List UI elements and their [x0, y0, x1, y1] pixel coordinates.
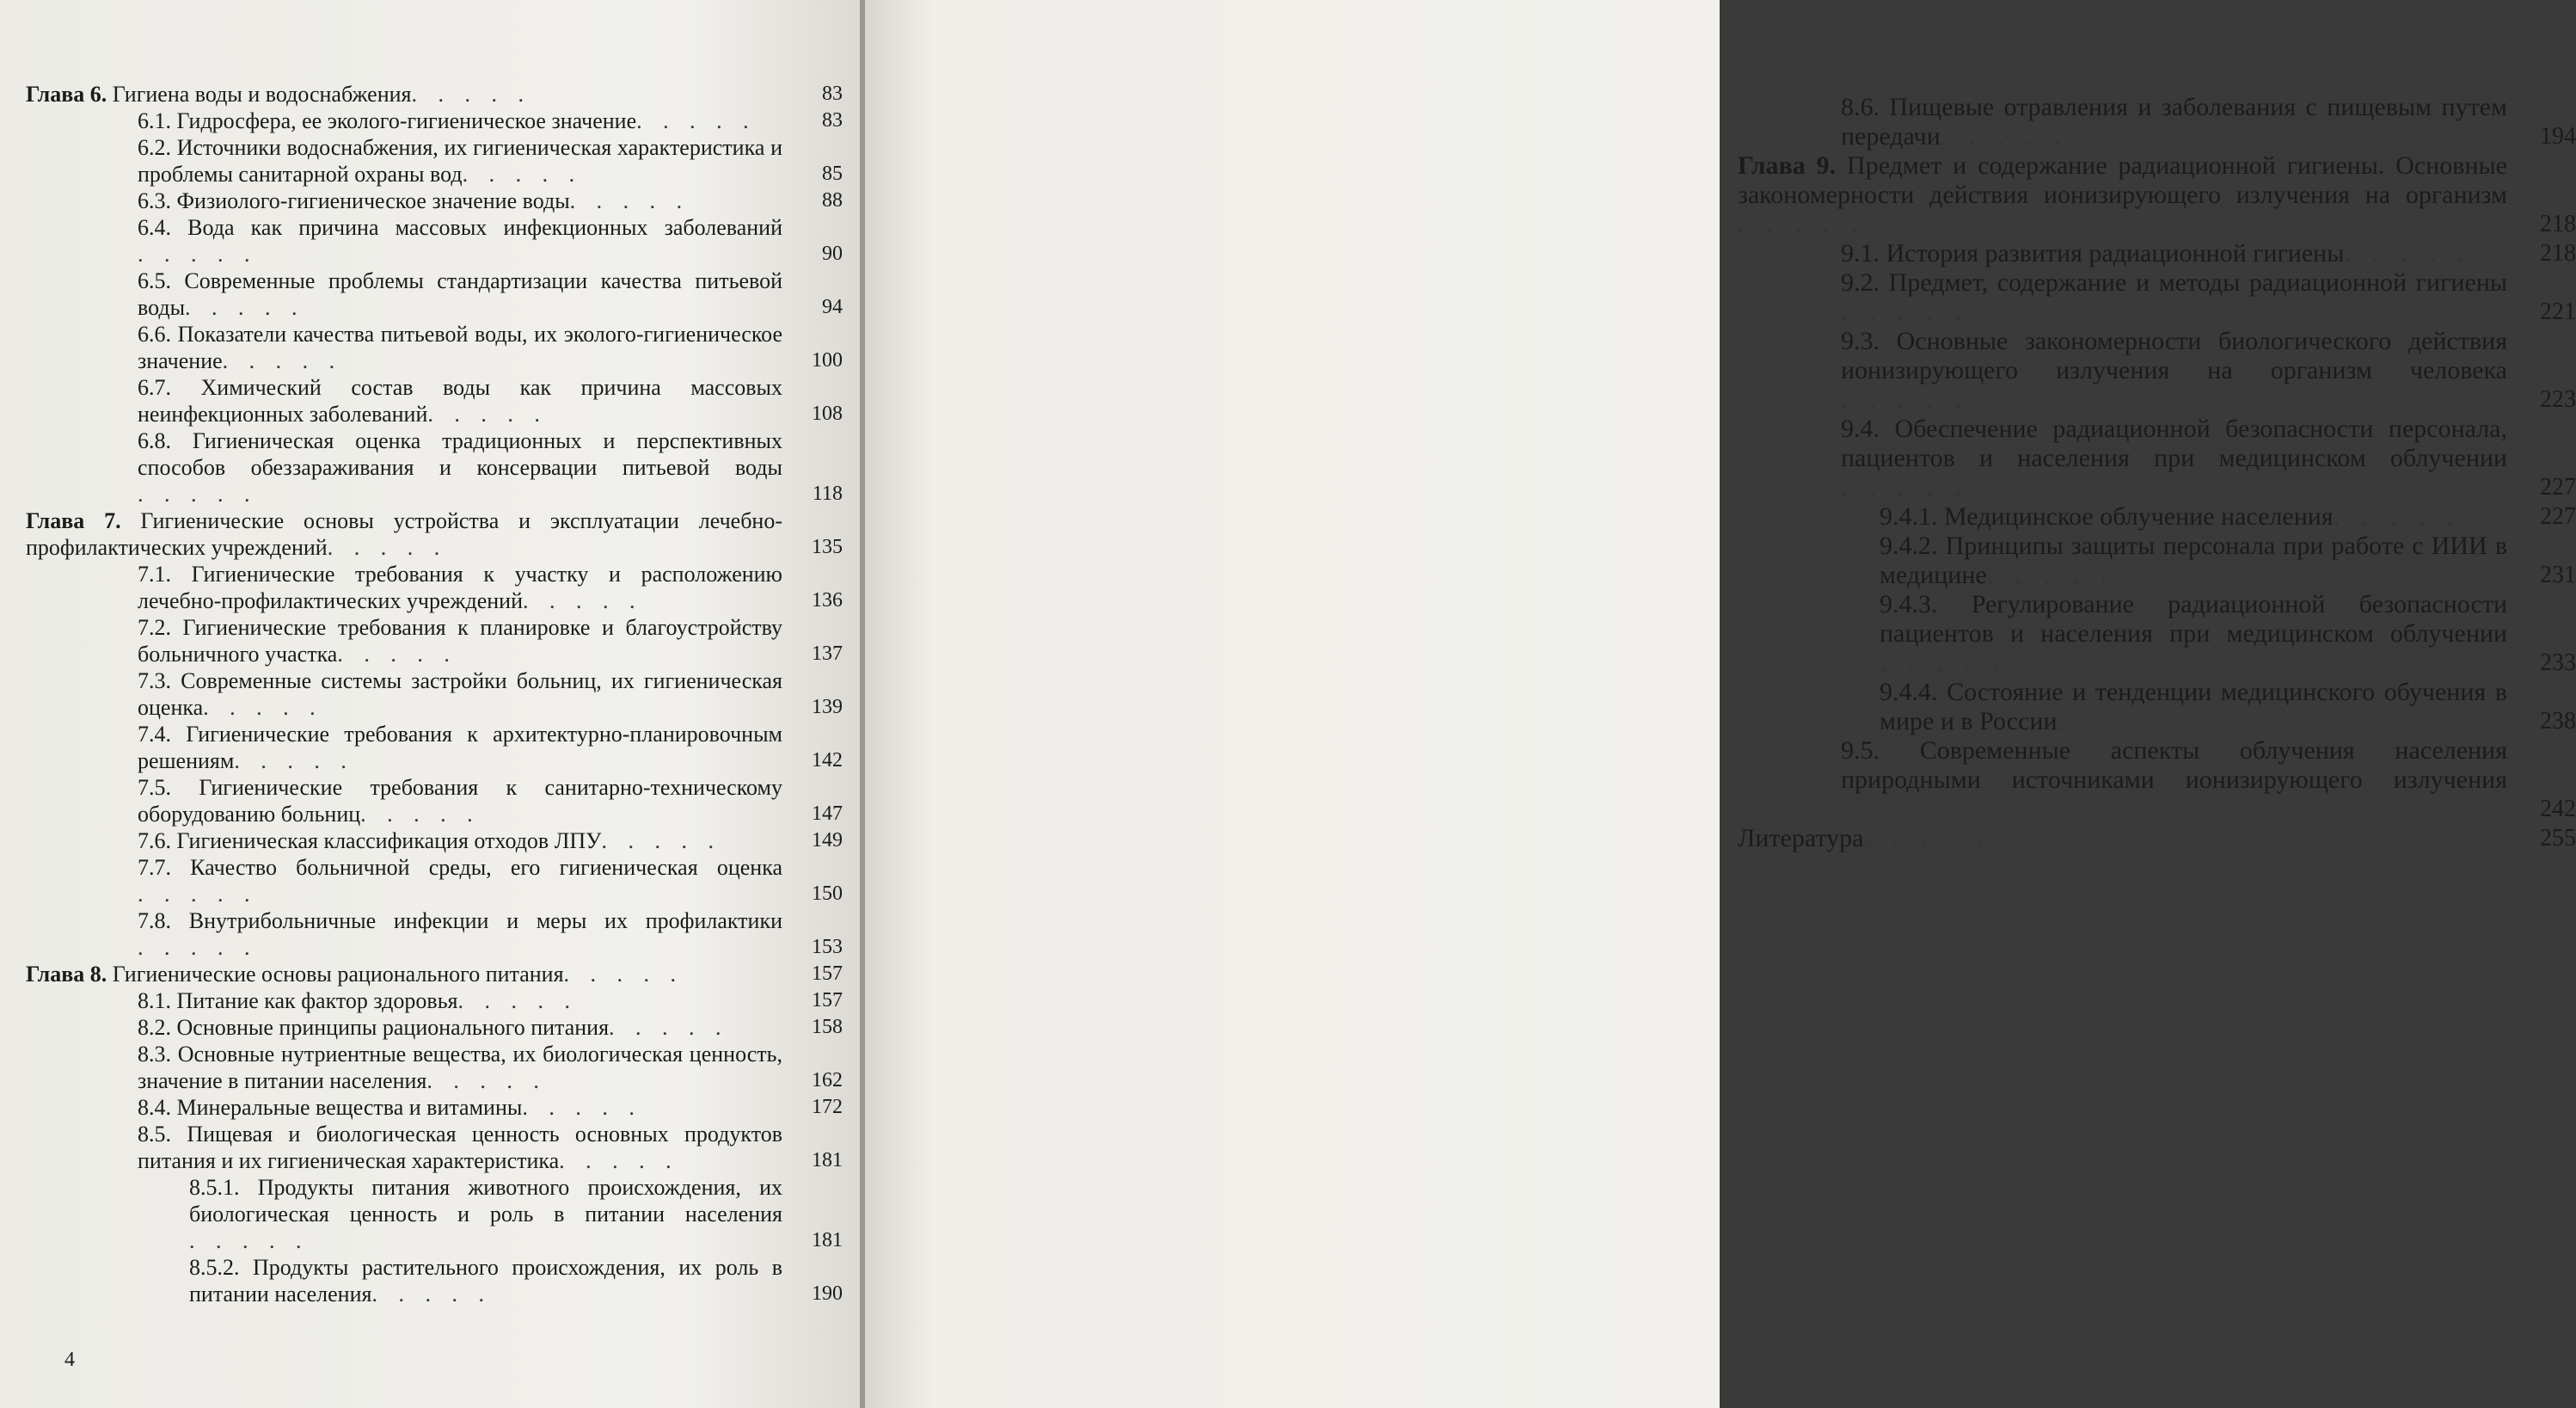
dot-leader: . . . . .: [371, 1282, 492, 1307]
dot-leader: . . . . .: [360, 802, 481, 827]
right-toc: [1738, 93, 2576, 853]
toc-entry-text: [138, 188, 782, 214]
toc-entry: [26, 507, 843, 561]
toc-entry-title: 7.8. Внутрибольничные инфекции и меры их профилактики: [138, 908, 782, 933]
toc-entry: [1738, 327, 2576, 415]
toc-entry: [26, 134, 843, 188]
toc-entry-title: 9.4.4. Состояние и тенденции медицинского обучения в мире и в России: [1880, 678, 2507, 735]
toc-page-number: 139: [812, 696, 843, 718]
chapter-label: Глава 9.: [1738, 151, 1837, 180]
toc-entry-text: [1841, 736, 2507, 824]
toc-page-number: 135: [812, 536, 843, 558]
toc-page-number: 150: [812, 882, 843, 905]
toc-entry-title: 7.1. Гигиенические требования к участку и расположению лечебно-профилактических учреждений: [138, 562, 782, 613]
toc-entry-title: 9.4.2. Принципы защиты персонала при работе с ИИИ в медицине: [1880, 532, 2507, 589]
toc-page-number: 227: [2540, 474, 2576, 501]
dot-leader: . . . . .: [138, 882, 258, 907]
toc-entry-title: 8.1. Питание как фактор здоровья: [138, 988, 458, 1013]
dot-leader: . . . . .: [569, 188, 690, 213]
toc-entry-text: [138, 907, 782, 961]
toc-entry-title: 9.4.3. Регулирование радиационной безопасности пациентов и населения при медицинском облучении: [1880, 590, 2507, 648]
toc-entry: [26, 1094, 843, 1121]
toc-entry: [1738, 678, 2576, 736]
toc-entry-text: [1841, 239, 2507, 268]
dot-leader: . . . . .: [1841, 473, 1969, 501]
toc-page-number: 142: [812, 749, 843, 772]
dot-leader: . . . . .: [2333, 502, 2462, 531]
toc-entry-text: [1880, 502, 2507, 532]
dot-leader: . . . . .: [559, 1148, 679, 1173]
toc-entry-text: [138, 667, 782, 721]
toc-entry-title: 8.2. Основные принципы рационального питания: [138, 1015, 610, 1040]
dot-leader: . . . . .: [601, 828, 722, 853]
toc-entry: [26, 561, 843, 614]
toc-page-number: 218: [2540, 240, 2576, 267]
toc-entry-text: [1738, 151, 2507, 239]
dot-leader: . . . . .: [1986, 561, 2115, 589]
toc-entry-title: 8.5.2. Продукты растительного происхождения, их роль в питании населения: [189, 1255, 782, 1307]
toc-entry: [26, 827, 843, 854]
toc-entry: [26, 854, 843, 907]
toc-entry: [26, 267, 843, 321]
toc-entry: [1738, 239, 2576, 268]
toc-entry-title: 9.4.1. Медицинское облучение населения: [1880, 502, 2334, 531]
toc-entry: [26, 427, 843, 507]
toc-page-number: 94: [822, 296, 843, 318]
toc-page-number: 162: [812, 1069, 843, 1091]
toc-entry: [1738, 415, 2576, 502]
toc-entry-title: 9.5. Современные аспекты облучения населения природными источниками ионизирующего излучения: [1841, 736, 2507, 794]
toc-entry-text: [1880, 532, 2507, 590]
toc-entry-title: 7.2. Гигиенические требования к планировке и благоустройству больничного участка: [138, 615, 782, 667]
dot-leader: . . . . .: [203, 695, 323, 720]
toc-entry-text: [138, 987, 782, 1014]
toc-entry-title: 6.7. Химический состав воды как причина массовых неинфекционных заболеваний: [138, 375, 782, 427]
dot-leader: . . . . .: [609, 1015, 729, 1040]
toc-entry-title: 7.6. Гигиеническая классификация отходов ЛПУ: [138, 828, 602, 853]
toc-page-number: 231: [2540, 562, 2576, 588]
toc-page-number: 172: [812, 1096, 843, 1118]
toc-entry: [26, 774, 843, 827]
toc-entry-title: 8.4. Минеральные вещества и витамины: [138, 1095, 523, 1120]
toc-entry: [1738, 824, 2576, 853]
dot-leader: . . . . .: [189, 1228, 310, 1253]
toc-entry-text: [1841, 327, 2507, 415]
toc-entry: [26, 1174, 843, 1254]
toc-page-number: 218: [2540, 211, 2576, 237]
toc-entry-text: [26, 81, 782, 108]
toc-entry-text: [138, 1094, 782, 1121]
dot-leader: . . . . .: [222, 348, 343, 373]
toc-page-number: 100: [812, 349, 843, 372]
toc-entry-text: [26, 961, 782, 987]
chapter-label: Глава 6.: [26, 82, 107, 107]
toc-page-number: 158: [812, 1016, 843, 1038]
toc-entry-title: 9.3. Основные закономерности биологического действия ионизирующего излучения на организм человека: [1841, 327, 2507, 384]
dot-leader: . . . . .: [1880, 649, 2008, 677]
toc-entry-title: Предмет и содержание радиационной гигиены. Основные закономерности действия ионизирующего излучения на организм: [1738, 151, 2507, 209]
toc-page-number: 157: [812, 989, 843, 1011]
toc-entry-text: [1738, 824, 2507, 853]
dot-leader: . . . . .: [563, 962, 684, 987]
dot-leader: . . . . .: [1940, 122, 2069, 151]
dot-leader: . . . . .: [462, 162, 583, 187]
dot-leader: . . . . .: [411, 82, 531, 107]
toc-entry: [26, 374, 843, 427]
toc-entry-title: Гигиенические основы устройства и эксплуатации лечебно-профилактических учреждений: [26, 508, 783, 560]
toc-entry: [26, 667, 843, 721]
toc-entry: [26, 1041, 843, 1094]
dot-leader: . . . . .: [138, 242, 258, 267]
toc-entry-text: [138, 774, 782, 827]
toc-page-number: 149: [812, 829, 843, 852]
toc-page-number: 90: [822, 243, 843, 265]
toc-entry-title: 6.8. Гигиеническая оценка традиционных и перспективных способов обеззараживания и консервации питьевой воды: [138, 428, 782, 480]
toc-entry-title: 6.6. Показатели качества питьевой воды, их эколого-гигиеническое значение: [138, 322, 782, 373]
toc-entry-title: Гигиена воды и водоснабжения: [112, 82, 412, 107]
toc-entry-text: [138, 427, 782, 507]
toc-entry: [1738, 151, 2576, 239]
toc-page-number: 181: [812, 1229, 843, 1251]
toc-entry-text: [138, 614, 782, 667]
chapter-label: Глава 8.: [26, 962, 107, 987]
toc-entry: [26, 188, 843, 214]
dot-leader: . . . . .: [636, 108, 757, 133]
toc-entry-title: 9.2. Предмет, содержание и методы радиационной гигиены: [1841, 268, 2507, 297]
toc-page-number: 85: [822, 163, 843, 185]
toc-page-number: 227: [2540, 503, 2576, 530]
toc-page-number: 147: [812, 802, 843, 825]
toc-entry-text: [138, 1121, 782, 1174]
toc-entry-text: [1841, 415, 2507, 502]
toc-page-number: 118: [812, 483, 843, 505]
toc-entry-title: 7.5. Гигиенические требования к санитарно-техническому оборудованию больниц: [138, 775, 782, 827]
dot-leader: . . . . .: [138, 935, 258, 960]
toc-entry-title: 7.4. Гигиенические требования к архитектурно-планировочным решениям: [138, 722, 782, 773]
toc-entry: [26, 987, 843, 1014]
toc-entry-title: 6.4. Вода как причина массовых инфекционных заболеваний: [138, 215, 782, 240]
toc-entry: [26, 1014, 843, 1041]
dot-leader: . . . . .: [522, 1095, 642, 1120]
toc-entry: [26, 108, 843, 134]
toc-page-number: 242: [2540, 796, 2576, 822]
toc-entry-title: Литература: [1738, 824, 1864, 852]
toc-page-number: 181: [812, 1149, 843, 1171]
dot-leader: . . . . .: [185, 295, 305, 320]
toc-entry-title: 6.2. Источники водоснабжения, их гигиеническая характеристика и проблемы санитарной охраны вод: [138, 135, 782, 187]
dot-leader: . . . . .: [1841, 385, 1969, 414]
toc-entry-title: 7.7. Качество больничной среды, его гигиеническая оценка: [138, 855, 782, 880]
dot-leader: . . . . .: [138, 482, 258, 507]
page-number-left: 4: [64, 1349, 75, 1371]
toc-entry-text: [1841, 268, 2507, 327]
toc-entry: [26, 721, 843, 774]
toc-entry: [1738, 268, 2576, 327]
toc-entry: [26, 214, 843, 267]
toc-page-number: 233: [2540, 649, 2576, 676]
dot-leader: . . . . .: [457, 988, 579, 1013]
toc-entry-text: [138, 134, 782, 188]
toc-page-number: 255: [2540, 825, 2576, 852]
toc-entry-text: [138, 721, 782, 774]
toc-page-number: 108: [812, 403, 843, 425]
toc-entry-text: [138, 267, 782, 321]
toc-page-number: 83: [822, 83, 843, 105]
dot-leader: . . . . .: [427, 402, 548, 427]
toc-entry-title: 8.6. Пищевые отравления и заболевания с пищевым путем передачи: [1841, 93, 2507, 151]
toc-entry: [26, 907, 843, 961]
toc-entry-text: [189, 1174, 782, 1254]
toc-entry-text: [26, 507, 782, 561]
toc-entry-title: 9.1. История развития радиационной гигиены: [1841, 239, 2345, 267]
dot-leader: . . . . .: [1841, 795, 1969, 823]
toc-entry-title: 8.3. Основные нутриентные вещества, их биологическая ценность, значение в питании населения: [138, 1042, 782, 1093]
toc-entry-text: [1880, 678, 2507, 736]
toc-entry: [26, 81, 843, 108]
toc-entry: [1738, 532, 2576, 590]
toc-page-number: 238: [2540, 708, 2576, 735]
dot-leader: . . . . .: [2344, 239, 2472, 267]
toc-page-number: 190: [812, 1282, 843, 1305]
toc-entry-text: [138, 561, 782, 614]
toc-entry-text: [138, 1041, 782, 1094]
left-page: [0, 0, 860, 1408]
dot-leader: . . . . .: [337, 642, 457, 667]
toc-page-number: 194: [2540, 123, 2576, 150]
dot-leader: . . . . .: [1841, 298, 1969, 326]
toc-entry: [26, 1121, 843, 1174]
toc-entry-title: 8.5.1. Продукты питания животного происхождения, их биологическая ценность и роль в питании населения: [189, 1175, 782, 1227]
dot-leader: . . . . .: [327, 535, 448, 560]
dot-leader: . . . . .: [426, 1068, 547, 1093]
toc-entry-text: [1880, 590, 2507, 678]
toc-entry: [26, 614, 843, 667]
toc-page-number: 137: [812, 643, 843, 665]
toc-entry-title: 6.5. Современные проблемы стандартизации качества питьевой воды: [138, 268, 782, 320]
toc-entry-text: [138, 1014, 782, 1041]
toc-entry: [26, 321, 843, 374]
toc-entry: [26, 961, 843, 987]
toc-page-number: 136: [812, 589, 843, 612]
dot-leader: . . . . .: [1863, 824, 1991, 852]
toc-page-number: 221: [2540, 298, 2576, 325]
toc-entry-title: 7.3. Современные системы застройки больниц, их гигиеническая оценка: [138, 668, 782, 720]
toc-page-number: 223: [2540, 386, 2576, 413]
toc-entry-title: 6.3. Физиолого-гигиеническое значение воды: [138, 188, 570, 213]
toc-entry-text: [138, 321, 782, 374]
toc-entry-title: 6.1. Гидросфера, ее эколого-гигиеническое значение: [138, 108, 637, 133]
toc-entry-text: [138, 374, 782, 427]
toc-entry: [1738, 93, 2576, 151]
toc-entry: [1738, 590, 2576, 678]
toc-entry-text: [189, 1254, 782, 1307]
toc-entry-text: [138, 108, 782, 134]
toc-entry-text: [138, 827, 782, 854]
toc-page-number: 83: [822, 109, 843, 132]
left-toc: [26, 81, 843, 1307]
dot-leader: . . . . .: [522, 588, 643, 613]
toc-entry: [1738, 502, 2576, 532]
toc-entry-text: [138, 854, 782, 907]
toc-entry-title: 9.4. Обеспечение радиационной безопасности персонала, пациентов и населения при медицинском облучении: [1841, 415, 2507, 472]
dot-leader: . . . . .: [234, 748, 354, 773]
toc-entry-text: [1841, 93, 2507, 151]
chapter-label: Глава 7.: [26, 508, 121, 533]
toc-page-number: 153: [812, 936, 843, 958]
toc-entry: [26, 1254, 843, 1307]
toc-entry: [1738, 736, 2576, 824]
right-page: [865, 0, 2576, 1408]
toc-page-number: 157: [812, 962, 843, 985]
toc-page-number: 88: [822, 189, 843, 212]
toc-entry-title: 8.5. Пищевая и биологическая ценность основных продуктов питания и их гигиеническая характеристика: [138, 1122, 782, 1173]
toc-entry-title: Гигиенические основы рационального питания: [112, 962, 564, 987]
dot-leader: . . . . .: [1738, 210, 1866, 238]
toc-entry-text: [138, 214, 782, 267]
dot-leader: . . . . .: [2057, 707, 2185, 735]
